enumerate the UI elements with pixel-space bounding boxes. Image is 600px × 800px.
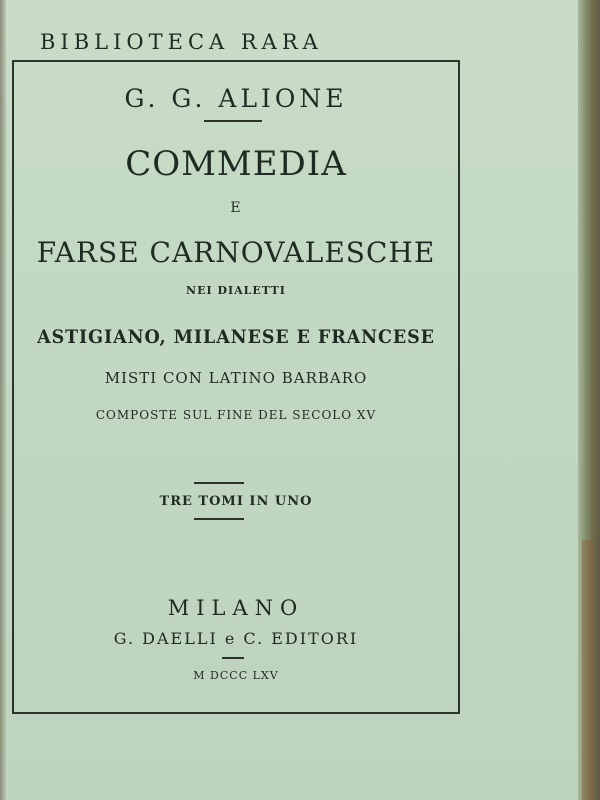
dialect-intro: NEI DIALETTI [186, 284, 286, 297]
publisher-name: G. DAELLI e C. EDITORI [113, 629, 359, 648]
title-conjunction: E [230, 200, 242, 216]
volume-note: TRE TOMI IN UNO [159, 494, 313, 509]
composition-note: COMPOSTE SUL FINE DEL SECOLO XV [95, 408, 377, 422]
publication-year: M DCCC LXV [193, 669, 279, 682]
publication-city: MILANO [167, 596, 305, 620]
volume-rule-bottom [194, 518, 244, 520]
author-rule [204, 120, 262, 122]
spine-strip [0, 0, 6, 800]
series-title: BIBLIOTECA RARA [40, 30, 323, 54]
author-name: G. G. ALIONE [124, 84, 348, 113]
year-rule [222, 657, 244, 659]
book-subtitle: FARSE CARNOVALESCHE [36, 236, 436, 269]
book-title: COMMEDIA [125, 144, 347, 184]
volume-rule-top [194, 482, 244, 484]
title-frame [12, 60, 460, 714]
page-edge [578, 0, 600, 800]
latin-note: MISTI CON LATINO BARBARO [104, 369, 368, 387]
dialect-list: ASTIGIANO, MILANESE E FRANCESE [37, 326, 435, 348]
